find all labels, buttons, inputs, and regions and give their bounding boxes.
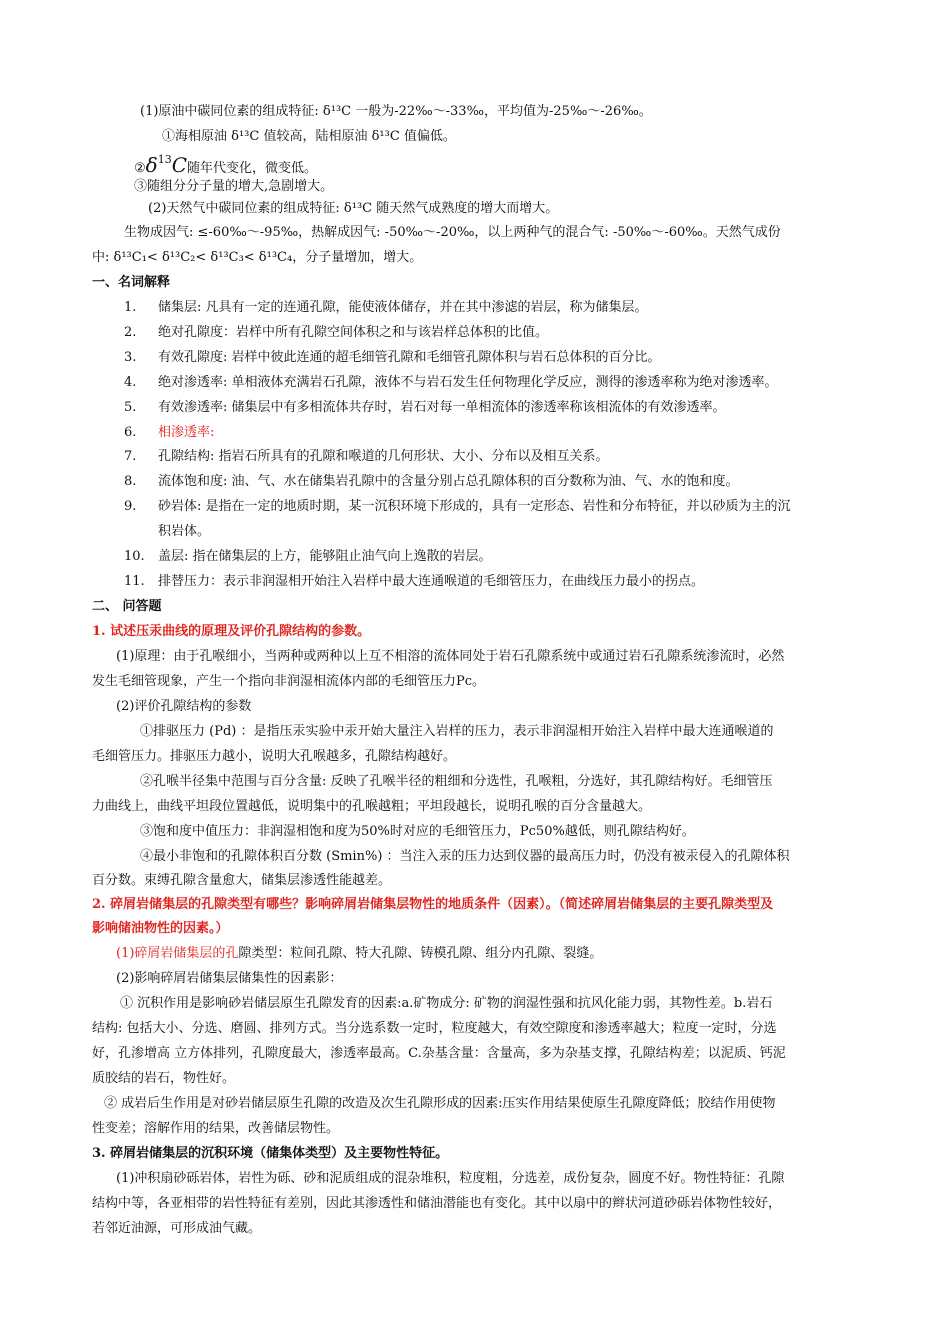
q1-param-a-line-1: ①排驱压力 (Pd) ：是指压汞实验中汞开始大量注入岩样的压力，表示非润湿相开始注入岩样中最大连通喉道的	[140, 724, 774, 739]
intro-line-5: (2)天然气中碳同位素的组成特征: δ¹³C 随天然气成熟度的增大而增大。	[148, 201, 559, 216]
q2-factor-1-line-4: 质胶结的岩石，物性好。	[92, 1071, 236, 1086]
intro-line-2: ①海相原油 δ¹³C 值较高，陆相原油 δ¹³C 值偏低。	[162, 129, 456, 144]
question-1-title: 1. 试述压汞曲线的原理及评价孔隙结构的参数。	[92, 624, 371, 639]
q2-factor-2-line-2: 性变差；溶解作用的结果，改善储层物性。	[92, 1121, 340, 1136]
q1-param-b-line-2: 力曲线上，曲线平坦段位置越低，说明集中的孔喉越粗；平坦段越长，说明孔喉的百分含量越大。	[92, 799, 652, 814]
definition-item-9-continuation: 积岩体。	[158, 524, 211, 539]
intro-line-3-prefix: ②	[134, 161, 146, 176]
q1-param-a-line-2: 毛细管压力。排驱压力越小，说明大孔喉越多，孔隙结构越好。	[92, 749, 457, 764]
section-2-heading: 二、 问答题	[92, 599, 162, 614]
definition-item-4: 4. 绝对渗透率: 单相液体充满岩石孔隙，液体不与岩石发生任何物理化学反应，测得的渗透率称为绝对渗透率。	[124, 375, 778, 390]
q1-param-b-line-1: ②孔喉半径集中范围与百分含量: 反映了孔喉半径的粗细和分选性，孔喉粗，分选好，其孔隙结构好。毛细管压	[140, 774, 773, 789]
q3-answer-line-3: 若邻近油源，可形成油气藏。	[92, 1221, 262, 1236]
definition-item-8: 8. 流体饱和度: 油、气、水在储集岩孔隙中的含量分别占总孔隙体积的百分数称为油、气、水的饱和度。	[124, 474, 739, 489]
definition-item-9: 9. 砂岩体: 是指在一定的地质时期，某一沉积环境下形成的，具有一定形态、岩性和分布特征，并以砂质为主的沉	[124, 499, 791, 514]
q2-factor-1-line-3: 好，孔渗增高 立方体排列，孔隙度最大，渗透率最高。C.杂基含量：含量高，多为杂基支撑，孔隙结构差；以泥质、钙泥	[92, 1046, 786, 1061]
definition-item-5: 5. 有效渗透率: 储集层中有多相流体共存时，岩石对每一单相流体的渗透率称该相流体的有效渗透率。	[124, 400, 726, 415]
question-2-title-line-2: 影响储油物性的因素。）	[92, 921, 229, 936]
intro-line-3	[134, 155, 317, 175]
intro-line-7: 中: δ¹³C₁< δ¹³C₂< δ¹³C₃< δ¹³C₄，分子量增加，增大。	[92, 250, 423, 265]
q2-factor-1-line-1: ① 沉积作用是影响砂岩储层原生孔隙发育的因素:a.矿物成分: 矿物的润湿性强和抗风化能力弱，其物性差。b.岩石	[120, 996, 773, 1011]
q1-param-c-line-1: ③饱和度中值压力：非润湿相饱和度为50%时对应的毛细管压力，Pc50%越低，则孔隙结构好。	[140, 824, 695, 839]
q2-factors-heading: (2)影响碎屑岩储集层储集性的因素影：	[116, 971, 343, 986]
q1-param-d-line-1: ④最小非饱和的孔隙体积百分数 (Smin%) ：当注入汞的压力达到仪器的最高压力时，仍没有被汞侵入的孔隙体积	[140, 849, 790, 864]
delta-symbol: δ	[145, 153, 158, 177]
q3-answer-line-2: 结构中等，各亚相带的岩性特征有差别，因此其渗透性和储油潜能也有变化。其中以扇中的辫状河道砂砾岩体物性较好，	[92, 1196, 782, 1211]
carbon-symbol: C	[171, 153, 188, 177]
q2-factor-1-line-2: 结构: 包括大小、分选、磨圆、排列方式。当分选系数一定时，粒度越大，有效空隙度和渗透率越大；粒度一定时，分选	[92, 1021, 777, 1036]
delta-superscript: 13	[157, 153, 172, 166]
q1-principle-line-1: (1)原理：由于孔喉细小，当两种或两种以上互不相溶的流体同处于岩石孔隙系统中或通过岩石孔隙系统渗流时，必然	[116, 649, 785, 664]
definition-item-3: 3. 有效孔隙度: 岩样中彼此连通的超毛细管孔隙和毛细管孔隙体积与岩石总体积的百分比。	[124, 350, 661, 365]
q2-factor-2-line-1: ② 成岩后生作用是对砂岩储层原生孔隙的改造及次生孔隙形成的因素:压实作用结果使原生孔隙度降低；胶结作用使物	[104, 1096, 776, 1111]
definition-item-1: 1. 储集层: 凡具有一定的连通孔隙，能使液体储存，并在其中渗滤的岩层，称为储集层。	[124, 300, 648, 315]
intro-line-6: 生物成因气: ≤-60‰～-95‰，热解成因气: -50‰～-20‰，以上两种气的混合气: -50‰～-60‰。天然气成份	[124, 225, 781, 240]
q3-answer-line-1: (1)冲积扇砂砾岩体，岩性为砾、砂和泥质组成的混杂堆积，粒度粗，分选差，成份复杂，圆度不好。物性特征：孔隙	[116, 1171, 785, 1186]
question-3-title: 3. 碎屑岩储集层的沉积环境（储集体类型）及主要物性特征。	[92, 1146, 449, 1161]
q1-param-d-line-2: 百分数。束缚孔隙含量愈大，储集层渗透性能越差。	[92, 873, 392, 888]
definition-item-7: 7. 孔隙结构: 指岩石所具有的孔隙和喉道的几何形状、大小、分布以及相互关系。	[124, 449, 609, 464]
q1-parameters-heading: (2)评价孔隙结构的参数	[116, 699, 252, 714]
intro-line-3-text: 随年代变化，微变低。	[187, 161, 318, 176]
definition-item-11: 11. 排替压力：表示非润湿相开始注入岩样中最大连通喉道的毛细管压力，在曲线压力最小的拐点。	[124, 574, 705, 589]
definition-item-2: 2. 绝对孔隙度：岩样中所有孔隙空间体积之和与该岩样总体积的比值。	[124, 325, 549, 340]
question-2-title-line-1: 2. 碎屑岩储集层的孔隙类型有哪些？影响碎屑岩储集层物性的地质条件（因素）。（简述碎屑岩储集层的主要孔隙类型及	[92, 897, 774, 912]
intro-line-4: ③随组分分子量的增大,急剧增大。	[134, 179, 334, 194]
definition-item-10: 10. 盖层: 指在储集层的上方，能够阻止油气向上逸散的岩层。	[124, 549, 492, 564]
intro-line-1: (1)原油中碳同位素的组成特征: δ¹³C 一般为-22‰～-33‰，平均值为-25‰～-26‰。	[140, 104, 652, 119]
q1-principle-line-2: 发生毛细管现象，产生一个指向非润湿相流体内部的毛细管压力Pc。	[92, 674, 486, 689]
q2-pore-types: (1)碎屑岩储集层的孔隙类型：粒间孔隙、特大孔隙、铸模孔隙、组分内孔隙、裂缝。	[116, 946, 603, 961]
section-1-heading: 一、名词解释	[92, 275, 171, 290]
definition-item-6: 6. 相渗透率:	[124, 425, 215, 440]
